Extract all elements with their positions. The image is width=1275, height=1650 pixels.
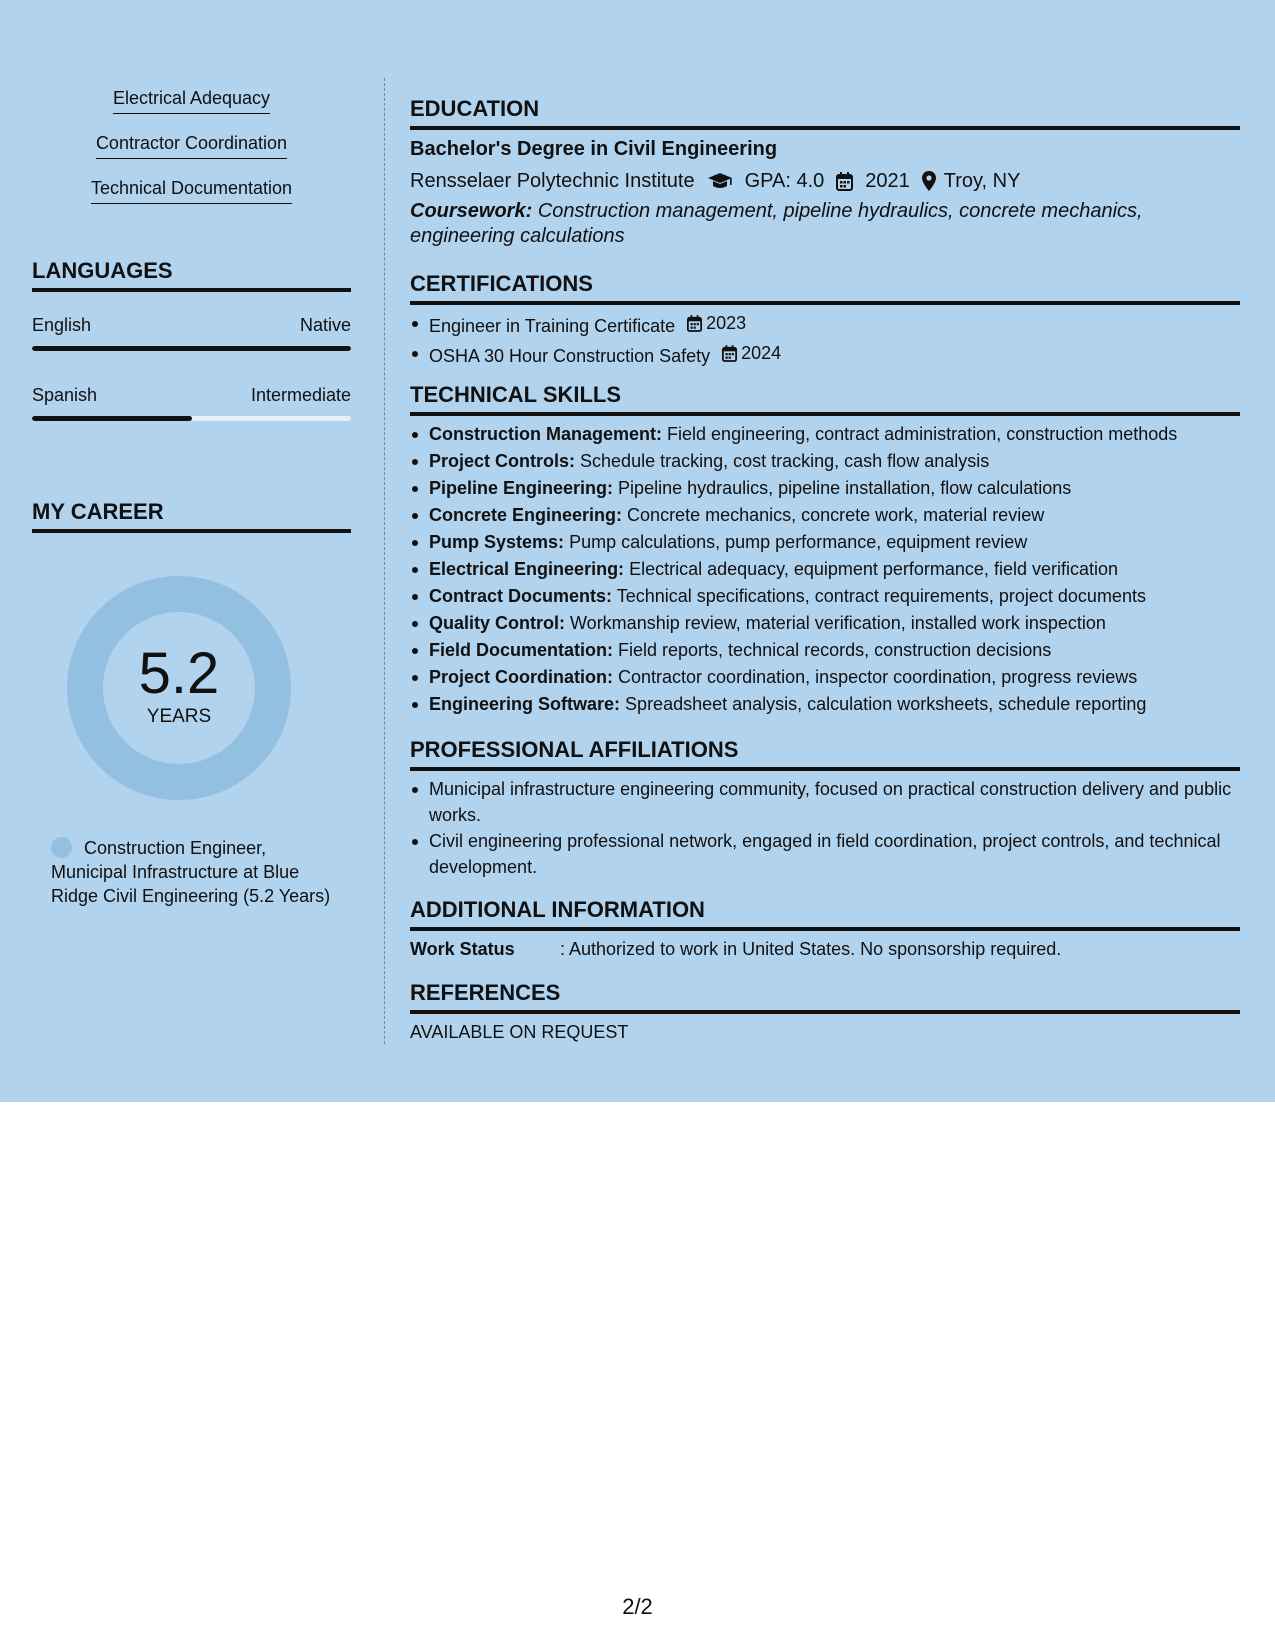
language-level: Native [299,315,351,335]
skill-label: Contract Documents: [429,586,613,606]
education-location: Troy, NY [943,170,1021,192]
certifications-list [410,310,1240,370]
skill-item [410,610,1240,637]
skill-item [410,475,1240,502]
skill-text: Contractor coordination, inspector coordination, progress reviews [618,667,1138,687]
calendar-icon [836,172,853,191]
career-entry-text: Construction Engineer, Municipal Infrastructure at Blue Ridge Civil Engineering (5.2 Years) [51,838,331,906]
coursework-label: Coursework: [410,200,533,222]
skill-text: Field engineering, contract administration, construction methods [667,424,1178,444]
skill-text: Pipeline hydraulics, pipeline installation, flow calculations [618,478,1072,498]
skill-text: Schedule tracking, cost tracking, cash flow analysis [580,451,990,471]
calendar-icon [687,315,702,332]
skill-item [410,583,1240,610]
skill-item [410,664,1240,691]
career-heading: MY CAREER [32,498,351,533]
skill-tag: Electrical Adequacy [113,86,270,114]
technical-skills-heading: TECHNICAL SKILLS [410,381,1240,416]
certification-item [410,340,1240,370]
page-number: 2/2 [622,1594,653,1619]
skill-text: Electrical adequacy, equipment performance, field verification [629,559,1118,579]
affiliation-item: Civil engineering professional network, engaged in field coordination, project controls, and technical development. [410,828,1240,880]
skill-item [410,691,1240,718]
skill-item [410,421,1240,448]
language-english [32,314,351,351]
references-heading: REFERENCES [410,979,1240,1014]
skill-item [410,529,1240,556]
skill-item [410,448,1240,475]
skill-label: Concrete Engineering: [429,505,623,525]
skill-item [410,502,1240,529]
language-bar [32,416,351,421]
technical-skills-list [410,421,1240,718]
languages-heading: LANGUAGES [32,257,351,292]
skill-text: Field reports, technical records, construction decisions [618,640,1052,660]
affiliations-list [410,776,1240,880]
skill-text: Technical specifications, contract requirements, project documents [616,586,1146,606]
language-level: Intermediate [250,385,351,405]
skill-label: Electrical Engineering: [429,559,625,579]
donut-center [103,612,255,764]
education-gpa: GPA: 4.0 [744,170,825,192]
certification-item [410,310,1240,340]
skill-text: Spreadsheet analysis, calculation worksheets, schedule reporting [625,694,1147,714]
education-year: 2021 [865,170,910,192]
affiliations-heading: PROFESSIONAL AFFILIATIONS [410,736,1240,771]
skill-item [410,556,1240,583]
certification-name: Engineer in Training Certificate [429,316,676,336]
language-bar-fill [32,416,192,421]
language-spanish [32,384,351,421]
career-years-donut [67,576,291,800]
education-degree: Bachelor's Degree in Civil Engineering [410,138,778,160]
skill-tag: Contractor Coordination [96,131,287,159]
skill-item [410,637,1240,664]
certification-year: 2024 [741,343,782,363]
language-bar-fill [32,346,351,351]
certifications-heading: CERTIFICATIONS [410,270,1240,305]
certification-year: 2023 [706,313,747,333]
career-entry [51,836,331,908]
location-pin-icon [922,171,936,191]
skill-label: Construction Management: [429,424,663,444]
language-name: Spanish [32,385,98,405]
education-heading: EDUCATION [410,95,1240,130]
skill-label: Pump Systems: [429,532,565,552]
skill-label: Pipeline Engineering: [429,478,614,498]
skill-label: Engineering Software: [429,694,621,714]
career-dot-icon [51,837,72,858]
work-status-row [410,937,1061,961]
additional-info-heading: ADDITIONAL INFORMATION [410,896,1240,931]
skill-label: Field Documentation: [429,640,613,660]
coursework-text: Construction management, pipeline hydraulics, concrete mechanics, engineering calculations [410,200,1143,247]
skill-label: Project Coordination: [429,667,613,687]
career-years-unit: YEARS [146,706,212,727]
references-text: AVAILABLE ON REQUEST [410,1022,629,1042]
language-name: English [32,315,92,335]
skill-text: Pump calculations, pump performance, equipment review [569,532,1028,552]
career-years-value: 5.2 [138,641,220,706]
skill-tags [32,86,351,221]
education-coursework [410,199,1230,249]
skill-text: Workmanship review, material verification, installed work inspection [570,613,1106,633]
skill-text: Concrete mechanics, concrete work, material review [627,505,1045,525]
certification-name: OSHA 30 Hour Construction Safety [429,346,711,366]
calendar-icon [722,345,737,362]
affiliation-item: Municipal infrastructure engineering community, focused on practical construction delivery and public works. [410,776,1240,828]
column-divider [384,78,385,1044]
language-bar [32,346,351,351]
education-school: Rensselaer Polytechnic Institute [410,170,695,192]
education-details [410,168,1020,194]
skill-label: Quality Control: [429,613,565,633]
skill-label: Project Controls: [429,451,576,471]
work-status-label: Work Status [410,939,515,959]
graduation-cap-icon [707,172,733,190]
skill-tag: Technical Documentation [91,176,292,204]
work-status-value: : Authorized to work in United States. No sponsorship required. [560,939,1062,959]
